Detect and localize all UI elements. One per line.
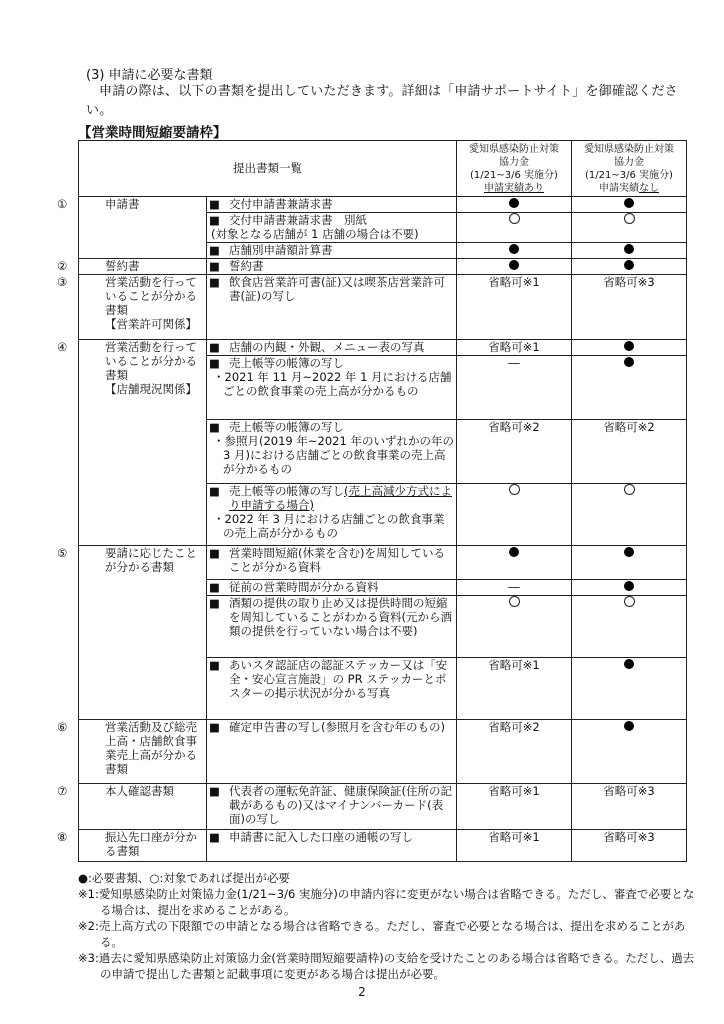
note-3: ※3:過去に愛知県感染防止対策協力金(営業時間短縮要請枠)の支給を受けたことのある場合は省略できる。ただし、過去の申請で提出した書類と記載事項に変更がある場合は提出が必要。 bbox=[78, 951, 695, 981]
doc-certification-sticker: ■ あいスタ認証店の認証ステッカー又は「安全・安心宣言施設」の PR ステッカーとポスターの掲示状況が分かる写真 bbox=[207, 658, 457, 720]
table-row bbox=[79, 197, 687, 213]
doc-application-annex: ■ 交付申請書兼請求書 別紙 (対象となる店舗が 1 店舗の場合は不要) bbox=[207, 213, 457, 243]
category-sales-proof: ⑥ 営業活動及び総売上高・店舗飲食事業売上高が分かる書類 bbox=[79, 720, 207, 784]
required-mark bbox=[624, 357, 634, 367]
doc-business-license: ■ 飲食店営業許可書(証)又は喫茶店営業許可書(証)の写し bbox=[207, 275, 457, 340]
required-mark bbox=[509, 244, 519, 254]
category-store-status: ④ 営業活動を行っていることが分かる書類 【店舗現況関係】 bbox=[79, 340, 207, 546]
doc-application-form: ■ 交付申請書兼請求書 bbox=[207, 197, 457, 213]
doc-alcohol-notice: ■ 酒類の提供の取り止め又は提供時間の短縮を周知していることがわかる資料(元から酒類の提供を行っていない場合は不要) bbox=[207, 596, 457, 658]
required-mark bbox=[624, 198, 634, 208]
if-applicable-mark bbox=[624, 213, 635, 224]
doc-shortened-hours-notice: ■ 営業時間短縮(休業を含む)を周知していることが分かる資料 bbox=[207, 546, 457, 580]
table-row: ④ 営業活動を行っていることが分かる書類 【店舗現況関係】 ■ 店舗の内観・外観、メニュー表の写真 省略可※1 bbox=[79, 340, 687, 356]
legend-notes bbox=[78, 870, 698, 982]
required-mark bbox=[509, 547, 519, 557]
required-mark bbox=[624, 721, 634, 731]
category-business-license: ③ 営業活動を行っていることが分かる書類 【営業許可関係】 bbox=[79, 275, 207, 340]
required-mark bbox=[624, 260, 634, 270]
note-1: ※1:愛知県感染防止対策協力金(1/21~3/6 実施分)の申請内容に変更がない場合は省略できる。ただし、審査で必要となる場合は、提出を求めることがある。 bbox=[78, 887, 695, 917]
if-applicable-mark bbox=[509, 213, 520, 224]
required-mark bbox=[624, 659, 634, 669]
if-applicable-mark bbox=[624, 484, 635, 495]
table-subheading: 【営業時間短縮要請枠】 bbox=[78, 125, 227, 141]
doc-previous-hours: ■ 従前の営業時間が分かる資料 bbox=[207, 580, 457, 596]
required-mark bbox=[624, 547, 634, 557]
doc-store-calculation: ■ 店舗別申請額計算書 bbox=[207, 243, 457, 259]
table-row: ■ 売上帳等の帳簿の写し ・2021 年 11 月~2022 年 1 月における店舗ごとの飲食事業の売上高が分かるもの ― bbox=[79, 356, 687, 420]
intro-paragraph: 申請の際は、以下の書類を提出していただきます。詳細は「申請サポートサイト」を御確認ください。 bbox=[86, 84, 678, 118]
required-mark bbox=[624, 244, 634, 254]
required-mark bbox=[624, 341, 634, 351]
category-bank-account: ⑧ 振込先口座が分かる書類 bbox=[79, 830, 207, 862]
category-pledge: ② 誓約書 bbox=[79, 259, 207, 275]
doc-store-photos: ■ 店舗の内観・外観、メニュー表の写真 bbox=[207, 340, 457, 356]
doc-tax-return: ■ 確定申告書の写し(参照月を含む年のもの) bbox=[207, 720, 457, 784]
doc-sales-ledger-2021: ■ 売上帳等の帳簿の写し ・2021 年 11 月~2022 年 1 月における店舗ごとの飲食事業の売上高が分かるもの bbox=[207, 356, 457, 420]
category-application: ① 申請書 bbox=[79, 197, 207, 259]
header-without-record: 愛知県感染防止対策 協力金 (1/21~3/6 実施分) 申請実績なし bbox=[572, 141, 687, 197]
if-applicable-mark bbox=[509, 484, 520, 495]
doc-identity: ■ 代表者の運転免許証、健康保険証(住所の記載があるもの)又はマイナンバーカード(表面)の写し bbox=[207, 784, 457, 830]
required-mark bbox=[624, 581, 634, 591]
table-row: ⑥ 営業活動及び総売上高・店舗飲食事業売上高が分かる書類 ■ 確定申告書の写し(参照月を含む年のもの) 省略可※2 bbox=[79, 720, 687, 784]
table-row: ■ 従前の営業時間が分かる資料 ― bbox=[79, 580, 687, 596]
required-mark bbox=[509, 198, 519, 208]
header-row bbox=[79, 141, 687, 197]
category-identity: ⑦ 本人確認書類 bbox=[79, 784, 207, 830]
table-row: ■ あいスタ認証店の認証ステッカー又は「安全・安心宣言施設」の PR ステッカーとポスターの掲示状況が分かる写真 省略可※1 bbox=[79, 658, 687, 720]
header-document-list: 提出書類一覧 bbox=[79, 141, 457, 197]
if-applicable-mark bbox=[624, 596, 635, 607]
doc-bankbook: ■ 申請書に記入した口座の通帳の写し bbox=[207, 830, 457, 862]
table-row bbox=[79, 259, 687, 275]
required-documents-table bbox=[57, 140, 687, 862]
table-row: ③ 営業活動を行っていることが分かる書類 【営業許可関係】 ■ 飲食店営業許可書(証)又は喫茶店営業許可書(証)の写し 省略可※1 省略可※3 bbox=[79, 275, 687, 340]
if-applicable-mark bbox=[509, 596, 520, 607]
section-title: (3) 申請に必要な書類 bbox=[86, 68, 213, 83]
category-compliance: ⑤ 要請に応じたことが分かる書類 bbox=[79, 546, 207, 720]
header-with-record: 愛知県感染防止対策 協力金 (1/21~3/6 実施分) 申請実績あり bbox=[457, 141, 572, 197]
legend: ●:必要書類、○:対象であれば提出が必要 bbox=[78, 871, 290, 885]
doc-sales-ledger-reference: ■ 売上帳等の帳簿の写し ・参照月(2019 年~2021 年のいずれかの年の 3 月)における店舗ごとの飲食事業の売上高が分かるもの bbox=[207, 420, 457, 484]
table-row bbox=[79, 546, 687, 580]
doc-pledge: ■ 誓約書 bbox=[207, 259, 457, 275]
table-row: ⑧ 振込先口座が分かる書類 ■ 申請書に記入した口座の通帳の写し 省略可※1 省略可※3 bbox=[79, 830, 687, 862]
page-number: 2 bbox=[358, 985, 366, 999]
required-mark bbox=[509, 260, 519, 270]
table-row: ■ 売上帳等の帳簿の写し ・参照月(2019 年~2021 年のいずれかの年の 3 月)における店舗ごとの飲食事業の売上高が分かるもの 省略可※2 省略可※2 bbox=[79, 420, 687, 484]
note-2: ※2:売上高方式の下限額での申請となる場合は省略できる。ただし、審査で必要となる場合は、提出を求めることがある。 bbox=[78, 919, 686, 949]
doc-sales-ledger-2022: ■ 売上帳等の帳簿の写し(売上高減少方式により申請する場合) ・2022 年 3 月における店舗ごとの飲食事業の売上高が分かるもの bbox=[207, 484, 457, 546]
table-row: ⑦ 本人確認書類 ■ 代表者の運転免許証、健康保険証(住所の記載があるもの)又はマイナンバーカード(表面)の写し 省略可※1 省略可※3 bbox=[79, 784, 687, 830]
